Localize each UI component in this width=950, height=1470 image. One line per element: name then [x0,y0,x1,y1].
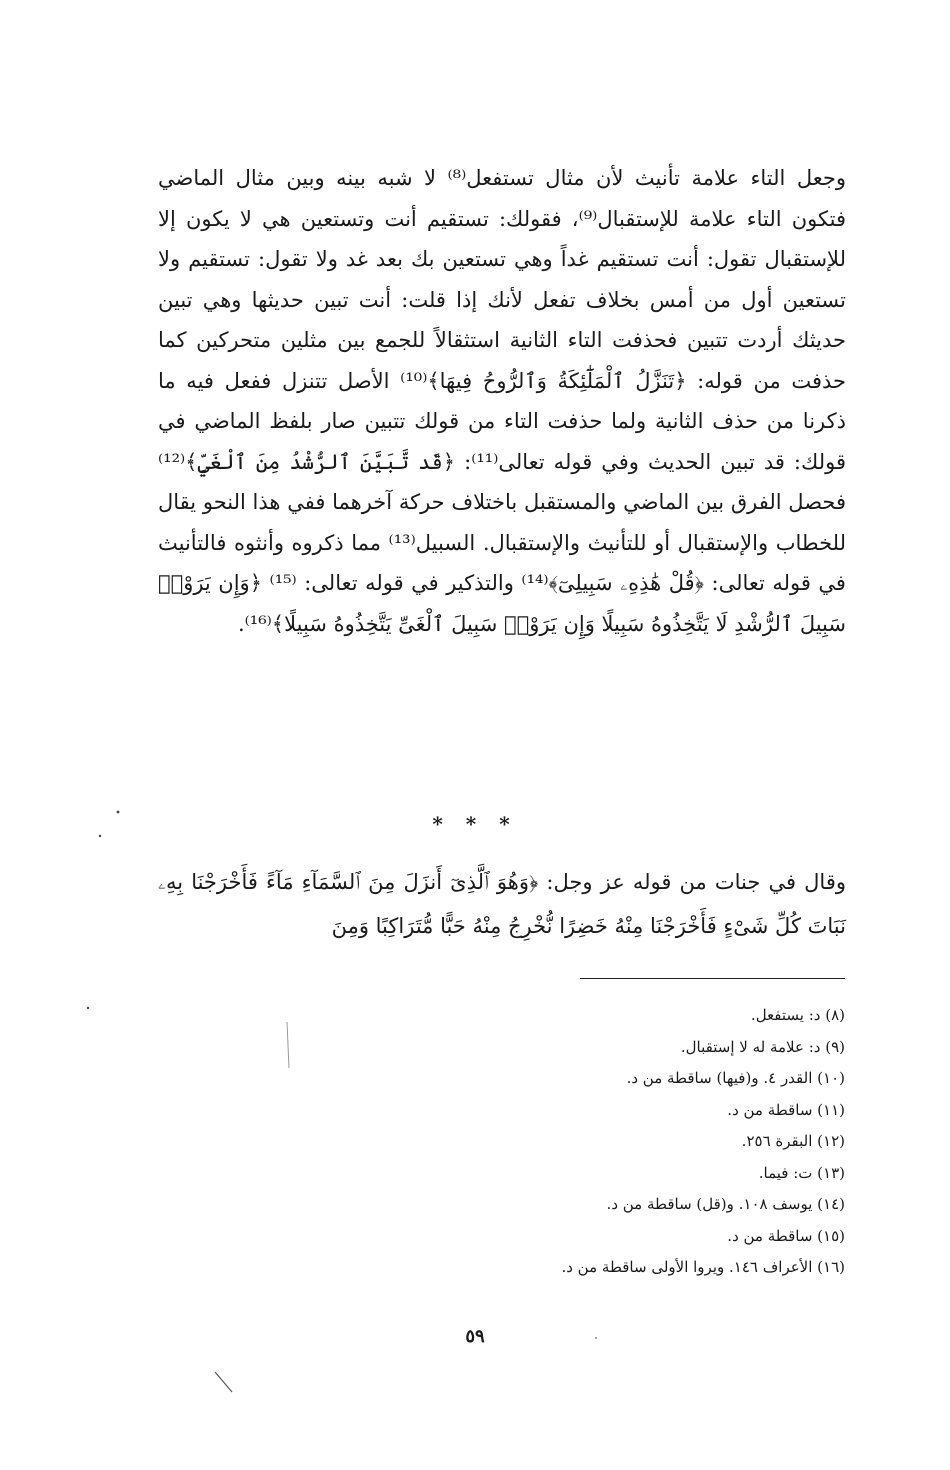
scan-speck [87,1007,89,1009]
footnote-divider [580,978,845,979]
footnote-14: (١٤) يوسف ١٠٨. و(قل) ساقطة من د. [606,1195,845,1213]
footnote-8: (٨) د: يستفعل. [750,1006,845,1024]
footnotes-list [300,1000,845,1284]
page-number: ٥٩ [465,1326,485,1347]
footnote-16: (١٦) الأعراف ١٤٦. ويروا الأولى ساقطة من د. [561,1258,845,1276]
body-paragraph-1: وجعل التاء علامة تأنيث لأن مثال تستفعل⁽⁸⁾ لا شبه بينه وبين مثال الماضي فتكون التاء علامة للإستقبال⁽⁹⁾، فقولك: تستقيم أنت وتستعين هي لا يكون إلا للإستقبال تقول: أنت تستقيم غداً وهي تستعين بك بعد غد ولا تقول: تستقيم ولا تستعين أول من أمس بخلاف تفعل لأنك إذا قلت: أنت تبين حديثها وهي تبين حديثك أردت تتبين فحذفت التاء الثانية استثقالاً للجمع بين مثلين متحركين كما حذفت من قوله: ﴿تَنَزَّلُ ٱلْمَلَٰٓئِكَةُ وَٱلرُّوحُ فِيهَا﴾⁽¹⁰⁾ الأصل تتنزل ففعل فيه ما ذكرنا من حذف الثانية ولما حذفت التاء من قولك تتبين صار بلفظ الماضي في قولك: قد تبين الحديث وفي قوله تعالى⁽¹¹⁾: ﴿قَد تَّبَيَّنَ ٱلرُّشْدُ مِنَ ٱلْغَيِّ﴾⁽¹²⁾ فحصل الفرق بين الماضي والمستقبل باختلاف حركة آخرهما ففي هذا النحو يقال للخطاب والإستقبال أو للتأنيث والإستقبال. السبيل⁽¹³⁾ مما ذكروه وأنثوه فالتأنيث في قوله تعالى: ﴿قُلْ هَٰذِهِۦ سَبِيلِىٓ﴾⁽¹⁴⁾ والتذكير في قوله تعالى: ⁽¹⁵⁾ ﴿وَإِن يَرَوْا۟ سَبِيلَ ٱلرُّشْدِ لَا يَتَّخِذُوهُ سَبِيلًا وَإِن يَرَوْا۟ سَبِيلَ ٱلْغَىِّ يَتَّخِذُوهُ سَبِيلًا﴾⁽¹⁶⁾. [158,166,847,636]
footnote-9: (٩) د: علامة له لا إستقبال. [680,1037,845,1056]
body-paragraph-2: وقال في جنات من قوله عز وجل: ﴿وَهُوَ ٱلَّذِىٓ أَنزَلَ مِنَ ٱلسَّمَآءِ مَآءً فَأَخْرَجْنَا بِهِۦ نَبَاتَ كُلِّ شَىْءٍ فَأَخْرَجْنَا مِنْهُ خَضِرًا نُّخْرِجُ مِنْهُ حَبًّا مُّتَرَاكِبًا وَمِنَ [158,870,846,938]
footnote-13: (١٣) ت: فيما. [758,1163,845,1182]
scan-mark [287,1022,289,1068]
footnote-15: (١٥) ساقطة من د. [727,1226,845,1245]
footnote-10: (١٠) القدر ٤. و(فيها) ساقطة من د. [626,1069,845,1087]
section-separator: * * * [432,812,518,836]
footnote-12: (١٢) البقرة ٢٥٦. [741,1132,845,1150]
footnote-11: (١١) ساقطة من د. [727,1100,845,1119]
scan-mark [215,1372,232,1392]
main-text-block [158,158,846,644]
